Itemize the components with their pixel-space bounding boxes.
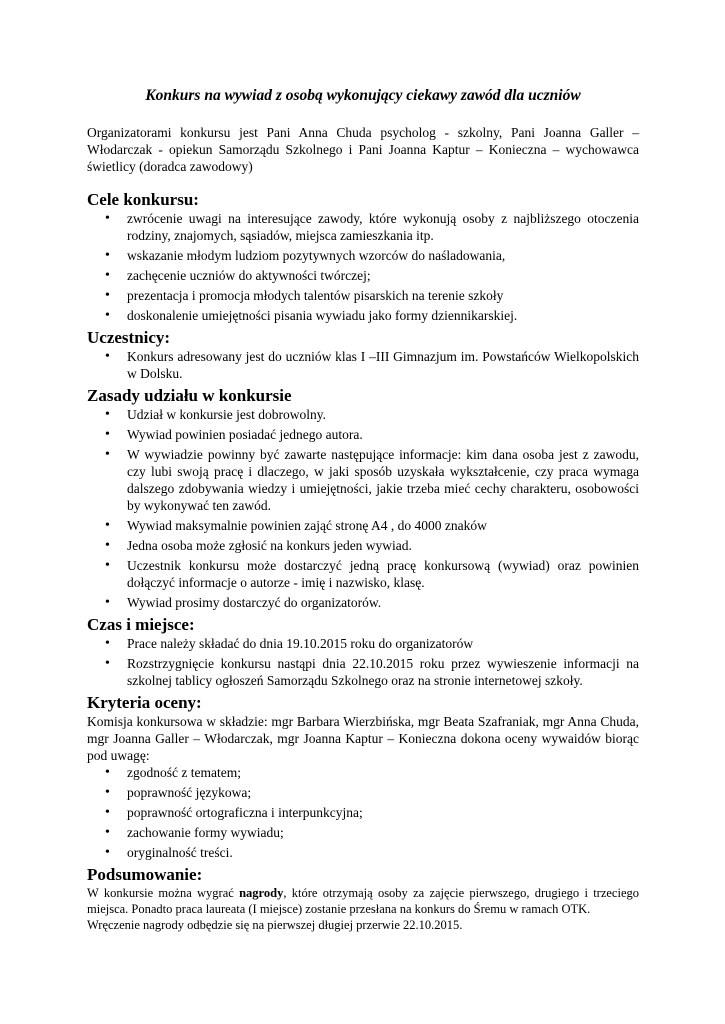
section-heading-podsumowanie: Podsumowanie: [87, 865, 203, 884]
intro-paragraph: Organizatorami konkursu jest Pani Anna Chuda psycholog - szkolny, Pani Joanna Galler – Włodarczak - opiekun Samorządu Szkolnego i Pani Joanna Kaptur – Konieczna – wychowawca świetlicy (doradca zawodowy) [87, 125, 639, 174]
uczestnicy-list [87, 348, 639, 382]
list-item: • Wywiad prosimy dostarczyć do organizatorów. [127, 594, 639, 611]
list-item: • poprawność językowa; [127, 784, 639, 801]
list-item: • zwrócenie uwagi na interesujące zawody, które wykonują osoby z najbliższego otoczenia rodziny, znajomych, sąsiadów, miejsca zamieszkania itp. [127, 210, 639, 244]
document-title: Konkurs na wywiad z osobą wykonujący ciekawy zawód dla uczniów [145, 87, 581, 104]
list-item: • prezentacja i promocja młodych talentów pisarskich na terenie szkoły [127, 287, 639, 304]
list-item: • Rozstrzygnięcie konkursu nastąpi dnia 22.10.2015 roku przez wywieszenie informacji na szkolnej tablicy ogłoszeń Samorządu Szkolnego oraz na stronie internetowej szkoły. [127, 655, 639, 689]
list-item: • Wywiad maksymalnie powinien zająć stronę A4 , do 4000 znaków [127, 517, 639, 534]
section-heading-zasady: Zasady udziału w konkursie [87, 386, 292, 405]
section-heading-uczestnicy: Uczestnicy: [87, 328, 171, 347]
section-heading-cele: Cele konkursu: [87, 190, 199, 209]
list-item: • doskonalenie umiejętności pisania wywiadu jako formy dziennikarskiej. [127, 307, 639, 324]
kryteria-list [87, 764, 639, 861]
czas-list [87, 635, 639, 689]
list-item: • Prace należy składać do dnia 19.10.2015 roku do organizatorów [127, 635, 639, 652]
section-heading-kryteria: Kryteria oceny: [87, 693, 202, 712]
list-item: • zachowanie formy wywiadu; [127, 824, 639, 841]
document-page [87, 86, 639, 933]
podsumowanie-text-before: W konkursie można wygrać [87, 886, 240, 900]
list-item: • Konkurs adresowany jest do uczniów klas I –III Gimnazjum im. Powstańców Wielkopolskich w Dolsku. [127, 348, 639, 382]
podsumowanie-text-after: , które otrzymają osoby za zajęcie pierwszego, drugiego i trzeciego miejsca. Ponadto praca laureata (I miejsce) zostanie przesłana na konkurs do Śremu w ramach OTK. [87, 886, 640, 916]
list-item: • Jedna osoba może zgłosić na konkurs jeden wywiad. [127, 537, 639, 554]
podsumowanie-paragraph [87, 885, 639, 917]
list-item: • Wywiad powinien posiadać jednego autora. [127, 426, 639, 443]
kryteria-paragraph: Komisja konkursowa w składzie: mgr Barbara Wierzbińska, mgr Beata Szafraniak, mgr Anna Chuda, mgr Joanna Galler – Włodarczak, mgr Joanna Kaptur – Konieczna dokona oceny wywaidów biorąc pod uwagę: [87, 714, 639, 763]
list-item: • Uczestnik konkursu może dostarczyć jedną pracę konkursową (wywiad) oraz powinien dołączyć informacje o autorze - imię i nazwisko, klasę. [127, 557, 639, 591]
list-item: • poprawność ortograficzna i interpunkcyjna; [127, 804, 639, 821]
section-heading-czas: Czas i miejsce: [87, 615, 195, 634]
podsumowanie-paragraph-2: Wręczenie nagrody odbędzie się na pierwszej długiej przerwie 22.10.2015. [87, 918, 463, 932]
list-item: • Udział w konkursie jest dobrowolny. [127, 406, 639, 423]
list-item: • W wywiadzie powinny być zawarte następujące informacje: kim dana osoba jest z zawodu, czy lubi swoją pracę i dlaczego, w jaki sposób uzyskała wykształcenie, czy praca wymaga dalszego zdobywania wiedzy i umiejętności, jakie trzeba mieć cechy charakteru, osobowości by wykonywać ten zawód. [127, 446, 639, 514]
cele-list [87, 210, 639, 324]
list-item: • zgodność z tematem; [127, 764, 639, 781]
list-item: • wskazanie młodym ludziom pozytywnych wzorców do naśladowania, [127, 247, 639, 264]
list-item: • zachęcenie uczniów do aktywności twórczej; [127, 267, 639, 284]
zasady-list [87, 406, 639, 611]
list-item: • oryginalność treści. [127, 844, 639, 861]
podsumowanie-text-bold: nagrody [239, 886, 284, 900]
